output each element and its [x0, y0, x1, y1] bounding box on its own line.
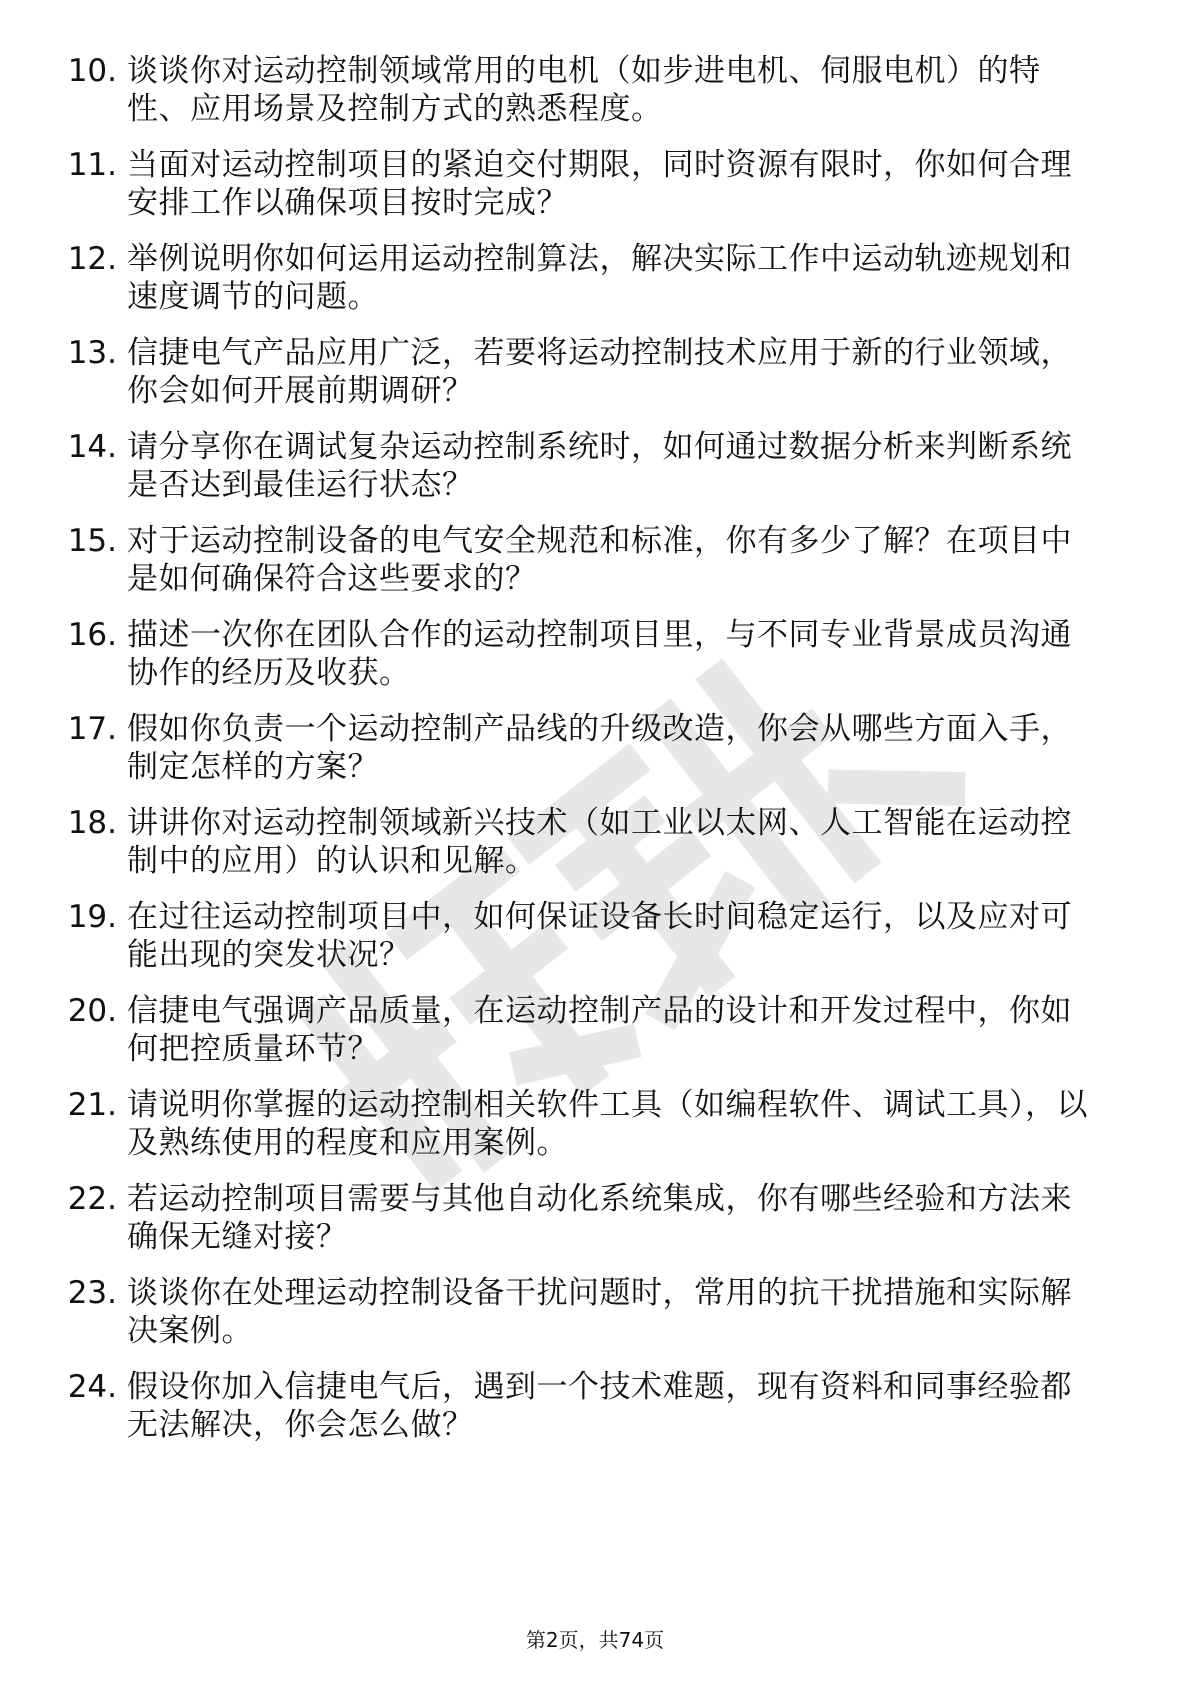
question-text: 对于运动控制设备的电气安全规范和标准，你有多少了解？在项目中是如何确保符合这些要求的？	[127, 523, 1072, 597]
question-number: 10.	[67, 53, 117, 89]
question-list	[55, 52, 1115, 1462]
question-text: 假设你加入信捷电气后，遇到一个技术难题，现有资料和同事经验都无法解决，你会怎么做？	[127, 1369, 1072, 1443]
question-item	[55, 992, 1115, 1068]
question-item	[55, 1086, 1115, 1162]
question-item	[55, 710, 1115, 786]
question-number: 15.	[67, 523, 117, 559]
question-item	[55, 898, 1115, 974]
question-text: 请说明你掌握的运动控制相关软件工具（如编程软件、调试工具），以及熟练使用的程度和应用案例。	[127, 1087, 1088, 1161]
question-number: 12.	[67, 241, 117, 277]
question-text: 描述一次你在团队合作的运动控制项目里，与不同专业背景成员沟通协作的经历及收获。	[127, 617, 1072, 691]
question-text: 信捷电气强调产品质量，在运动控制产品的设计和开发过程中，你如何把控质量环节？	[127, 993, 1072, 1067]
question-number: 17.	[67, 711, 117, 747]
question-number: 18.	[67, 805, 117, 841]
question-text: 若运动控制项目需要与其他自动化系统集成，你有哪些经验和方法来确保无缝对接？	[127, 1181, 1072, 1255]
question-item	[55, 804, 1115, 880]
question-item	[55, 1368, 1115, 1444]
question-text: 谈谈你对运动控制领域常用的电机（如步进电机、伺服电机）的特性、应用场景及控制方式的熟悉程度。	[127, 53, 1041, 127]
question-text: 举例说明你如何运用运动控制算法，解决实际工作中运动轨迹规划和速度调节的问题。	[127, 241, 1072, 315]
question-number: 19.	[67, 899, 117, 935]
question-text: 当面对运动控制项目的紧迫交付期限，同时资源有限时，你如何合理安排工作以确保项目按时完成？	[127, 147, 1072, 221]
question-number: 23.	[67, 1275, 117, 1311]
question-item	[55, 522, 1115, 598]
question-number: 24.	[67, 1369, 117, 1405]
question-item	[55, 334, 1115, 410]
question-text: 假如你负责一个运动控制产品线的升级改造，你会从哪些方面入手，制定怎样的方案？	[127, 711, 1072, 785]
question-item	[55, 616, 1115, 692]
question-item	[55, 1274, 1115, 1350]
question-item	[55, 1180, 1115, 1256]
question-item	[55, 52, 1115, 128]
question-number: 16.	[67, 617, 117, 653]
question-text: 在过往运动控制项目中，如何保证设备长时间稳定运行，以及应对可能出现的突发状况？	[127, 899, 1072, 973]
question-number: 20.	[67, 993, 117, 1029]
question-number: 11.	[67, 147, 117, 183]
question-text: 讲讲你对运动控制领域新兴技术（如工业以太网、人工智能在运动控制中的应用）的认识和见解。	[127, 805, 1072, 879]
question-item	[55, 146, 1115, 222]
question-number: 21.	[67, 1087, 117, 1123]
page-indicator: 第2页，共74页	[525, 1628, 665, 1652]
question-item	[55, 428, 1115, 504]
question-number: 14.	[67, 429, 117, 465]
question-text: 请分享你在调试复杂运动控制系统时，如何通过数据分析来判断系统是否达到最佳运行状态？	[127, 429, 1072, 503]
question-item	[55, 240, 1115, 316]
question-text: 谈谈你在处理运动控制设备干扰问题时，常用的抗干扰措施和实际解决案例。	[127, 1275, 1072, 1349]
question-number: 13.	[67, 335, 117, 371]
question-number: 22.	[67, 1181, 117, 1217]
question-text: 信捷电气产品应用广泛，若要将运动控制技术应用于新的行业领域，你会如何开展前期调研？	[127, 335, 1072, 409]
